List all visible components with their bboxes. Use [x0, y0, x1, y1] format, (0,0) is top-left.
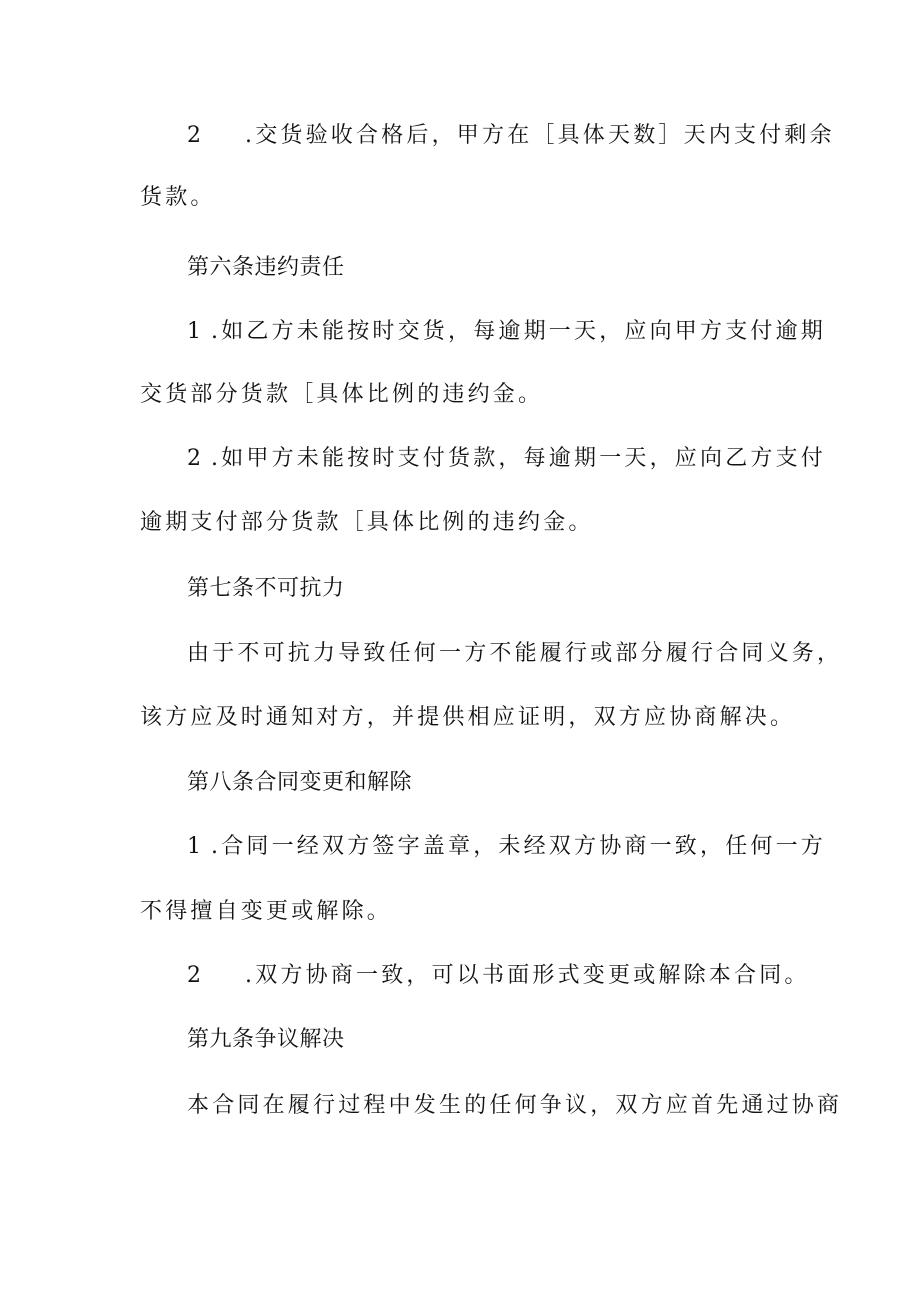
clause6-item2-line1: [187, 444, 826, 474]
clause8-item1-line2: 不得擅自变更或解除。: [140, 899, 393, 924]
clause8-heading: 第八条合同变更和解除: [187, 770, 413, 795]
clause8-item2-line1: [187, 961, 810, 991]
clause7-heading: 第七条不可抗力: [187, 576, 345, 601]
item-number: 1: [187, 834, 205, 859]
item-number: 2: [187, 123, 205, 148]
item-number: 2: [187, 963, 205, 988]
item-text: .合同一经双方签字盖章，未经双方协商一致，任何一方: [211, 834, 826, 859]
clause9-line1: 本合同在履行过程中发生的任何争议，双方应首先通过协商: [187, 1093, 843, 1118]
item-number: 1: [187, 319, 205, 344]
item-text: .如甲方未能按时支付货款，每逾期一天，应向乙方支付: [211, 446, 826, 471]
item-text: .双方协商一致，可以书面形式变更或解除本合同。: [245, 963, 810, 988]
clause7-line2: 该方应及时通知对方，并提供相应证明，双方应协商解决。: [140, 705, 796, 730]
clause8-item1-line1: [187, 832, 826, 862]
item-text: .交货验收合格后，甲方在［具体天数］天内支付剩余: [245, 123, 835, 148]
clause6-item1-line2: 交货部分货款［具体比例的违约金。: [140, 382, 544, 407]
clause6-item2-line2: 逾期支付部分货款［具体比例的违约金。: [140, 510, 594, 535]
clause5-item2-line1: [187, 121, 835, 151]
clause6-heading: 第六条违约责任: [187, 255, 345, 280]
item-number: 2: [187, 446, 205, 471]
clause5-item2-line2: 货款。: [140, 185, 216, 210]
item-text: .如乙方未能按时交货，每逾期一天，应向甲方支付逾期: [211, 319, 826, 344]
clause7-line1: 由于不可抗力导致任何一方不能履行或部分履行合同义务，: [187, 641, 843, 666]
clause6-item1-line1: [187, 317, 826, 347]
clause9-heading: 第九条争议解决: [187, 1027, 345, 1052]
